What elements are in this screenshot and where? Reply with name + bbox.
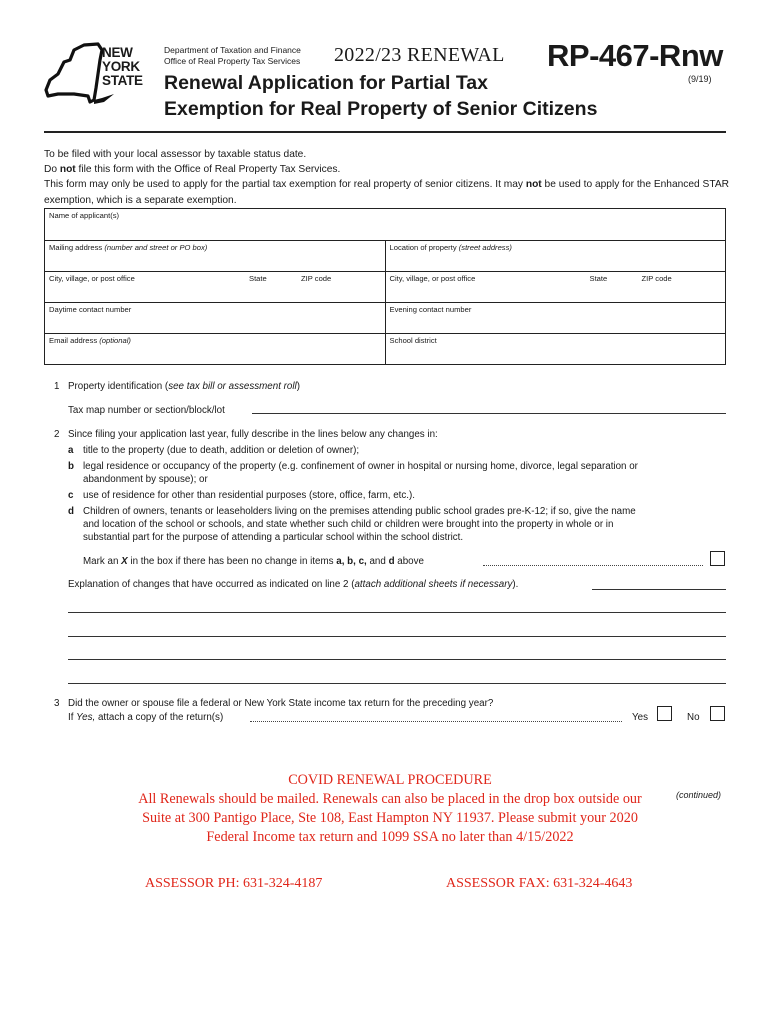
- item-2d-text-2: and location of the school or schools, and state whether such child or children were brought into the property in whole or in: [83, 519, 614, 530]
- no-change-checkbox[interactable]: [710, 551, 725, 566]
- explanation-line-4[interactable]: [68, 683, 726, 684]
- assessor-phone: ASSESSOR PH: 631-324-4187: [145, 876, 323, 891]
- address-row: [45, 240, 725, 271]
- continued-label: (continued): [676, 790, 722, 800]
- contact-row: [45, 302, 725, 333]
- item-2a-text: title to the property (due to death, addition or deletion of owner);: [83, 445, 360, 456]
- department-name: Department of Taxation and Finance: [164, 45, 301, 55]
- mailing-city-field[interactable]: City, village, or post office State ZIP code: [49, 274, 332, 283]
- item-3-dotted-leader: [250, 721, 622, 722]
- renewal-year: 2022/23 RENEWAL: [334, 44, 505, 66]
- office-name: Office of Real Property Tax Services: [164, 56, 301, 66]
- intro-line-1: To be filed with your local assessor by taxable status date.: [44, 149, 307, 160]
- name-field[interactable]: Name of applicant(s): [49, 211, 120, 220]
- mailing-address-field[interactable]: Mailing address (number and street or PO box): [49, 243, 208, 252]
- tax-map-input-line[interactable]: [252, 413, 726, 414]
- no-checkbox[interactable]: [710, 706, 725, 721]
- logo-word-state: STATE: [102, 73, 143, 88]
- item-3-instruction: If Yes, attach a copy of the return(s): [68, 712, 224, 723]
- covid-heading: COVID RENEWAL PROCEDURE: [288, 772, 492, 788]
- item-2b-label: b: [68, 461, 74, 472]
- assessor-fax: ASSESSOR FAX: 631-324-4643: [446, 876, 633, 891]
- dotted-leader: [483, 565, 703, 566]
- item-1-number: 1: [54, 381, 60, 392]
- explanation-line-1[interactable]: [68, 612, 726, 613]
- department-info: [164, 45, 301, 67]
- yes-label: Yes: [632, 712, 648, 723]
- covid-line-2: Suite at 300 Pantigo Place, Ste 108, East Hampton NY 11937. Please submit your 2020: [142, 810, 638, 826]
- school-district-field[interactable]: School district: [385, 334, 726, 364]
- item-2-number: 2: [54, 429, 60, 440]
- tax-map-label: Tax map number or section/block/lot: [68, 405, 225, 416]
- item-2b-text-1: legal residence or occupancy of the property (e.g. confinement of owner in hospital or nursing home, divorce, legal separation or: [83, 461, 638, 472]
- email-field[interactable]: Email address (optional): [49, 336, 131, 345]
- logo-word-york: YORK: [102, 59, 140, 74]
- header-divider: [44, 131, 726, 133]
- title-line-2: Exemption for Real Property of Senior Citizens: [164, 98, 598, 120]
- item-1-text: Property identification (see tax bill or assessment roll): [68, 381, 300, 392]
- item-2-intro: Since filing your application last year, fully describe in the lines below any changes in:: [68, 429, 438, 440]
- covid-line-1: All Renewals should be mailed. Renewals can also be placed in the drop box outside our: [138, 791, 642, 807]
- form-revision-date: (9/19): [688, 74, 712, 84]
- no-label: No: [687, 712, 700, 723]
- daytime-contact-field[interactable]: Daytime contact number: [49, 305, 132, 314]
- applicant-info-table: [44, 208, 726, 365]
- property-state-label: State: [589, 274, 608, 283]
- explanation-line-0[interactable]: [592, 589, 726, 590]
- logo-word-new: NEW: [102, 45, 133, 60]
- property-location-field[interactable]: Location of property (street address): [385, 241, 726, 271]
- item-3-number: 3: [54, 698, 60, 709]
- intro-line-2: Do not file this form with the Office of Real Property Tax Services.: [44, 164, 341, 176]
- item-2a-label: a: [68, 445, 74, 456]
- explanation-line-2[interactable]: [68, 636, 726, 637]
- mailing-state-label: State: [249, 274, 267, 283]
- property-zip-label: ZIP code: [641, 274, 672, 283]
- title-line-1: Renewal Application for Partial Tax: [164, 72, 488, 94]
- city-row: [45, 271, 725, 302]
- no-change-instruction: Mark an X in the box if there has been no change in items a, b, c, and d above: [83, 556, 424, 567]
- mailing-zip-label: ZIP code: [301, 274, 332, 283]
- item-2d-text-1: Children of owners, tenants or leaseholders living on the premises attending public school grades pre-K-12; if so, give the name: [83, 506, 636, 517]
- intro-text: [44, 147, 734, 208]
- yes-checkbox[interactable]: [657, 706, 672, 721]
- form-code: RP-467-Rnw: [547, 38, 723, 73]
- item-2c-label: c: [68, 490, 74, 501]
- item-2b-text-2: abandonment by spouse); or: [83, 474, 208, 485]
- intro-line-3: This form may only be used to apply for the partial tax exemption for real property of senior citizens. It may not be used to apply for the Enhanced STAR exemption, which is a separate exemption.: [44, 179, 729, 206]
- name-row: [45, 209, 725, 240]
- item-2d-label: d: [68, 506, 74, 517]
- item-2d-text-3: substantial part for the purpose of attending a particular school within the school district.: [83, 532, 464, 543]
- covid-notice: [100, 771, 680, 847]
- item-3-question: Did the owner or spouse file a federal or New York State income tax return for the preceding year?: [68, 698, 494, 709]
- explanation-label: Explanation of changes that have occurred as indicated on line 2 (attach additional sheets if necessary).: [68, 579, 519, 590]
- item-2c-text: use of residence for other than residential purposes (store, office, farm, etc.).: [83, 490, 415, 501]
- explanation-line-3[interactable]: [68, 659, 726, 660]
- covid-line-3: Federal Income tax return and 1099 SSA no later than 4/15/2022: [206, 829, 574, 845]
- page-title: [164, 70, 597, 122]
- property-city-field[interactable]: City, village, or post office State ZIP code: [385, 272, 726, 302]
- evening-contact-field[interactable]: Evening contact number: [385, 303, 726, 333]
- nys-logo: [44, 40, 160, 110]
- email-row: [45, 333, 725, 364]
